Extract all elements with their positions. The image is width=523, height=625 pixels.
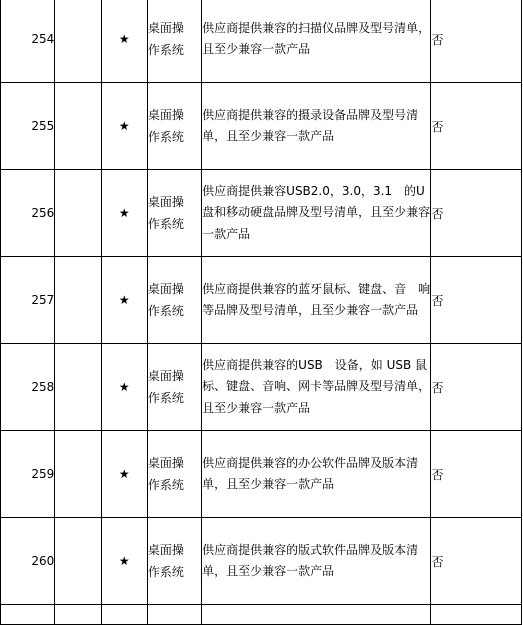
table-row: [1, 0, 522, 83]
category-line: 作系统: [147, 217, 184, 231]
requirement-text: 供应商提供兼容的蓝牙鼠标、键盘、音 响等品牌及型号清单，且至少兼容一款产品: [202, 257, 431, 344]
empty-cell: [55, 605, 101, 625]
empty-cell: [55, 170, 101, 257]
star-mark: ★: [101, 344, 147, 431]
empty-cell: [55, 518, 101, 605]
star-mark: ★: [101, 83, 147, 170]
row-number: 255: [1, 83, 55, 170]
category-cell: [147, 257, 201, 344]
row-number: 254: [1, 0, 55, 83]
empty-cell: [55, 83, 101, 170]
empty-cell: [55, 431, 101, 518]
category-line: 作系统: [147, 391, 184, 405]
star-mark: ★: [101, 0, 147, 83]
category-line: 桌面操: [147, 543, 184, 557]
category-cell: [147, 170, 201, 257]
category-line: 作系统: [147, 565, 184, 579]
category-cell: [147, 0, 201, 83]
empty-cell: [147, 605, 201, 625]
table-row: [1, 518, 522, 605]
empty-cell: [431, 605, 522, 625]
category-line: 作系统: [147, 43, 184, 57]
empty-cell: [55, 257, 101, 344]
requirement-text: 供应商提供兼容的办公软件品牌及版本清单，且至少兼容一款产品: [202, 431, 431, 518]
category-line: 桌面操: [147, 108, 184, 122]
category-line: 桌面操: [147, 282, 184, 296]
response-cell: 否: [431, 170, 522, 257]
row-number: 256: [1, 170, 55, 257]
star-mark: ★: [101, 518, 147, 605]
category-line: 桌面操: [147, 369, 184, 383]
row-number: [1, 605, 55, 625]
star-mark: ★: [101, 170, 147, 257]
response-cell: 否: [431, 344, 522, 431]
table-row: [1, 257, 522, 344]
requirement-text: 供应商提供兼容的扫描仪品牌及型号清单，且至少兼容一款产品: [202, 0, 431, 83]
row-number: 257: [1, 257, 55, 344]
star-mark: ★: [101, 431, 147, 518]
category-line: 桌面操: [147, 456, 184, 470]
category-line: 桌面操: [147, 21, 184, 35]
response-cell: 否: [431, 83, 522, 170]
table-row: [1, 344, 522, 431]
category-line: 作系统: [147, 478, 184, 492]
category-line: 桌面操: [147, 195, 184, 209]
star-mark: ★: [101, 257, 147, 344]
empty-cell: [55, 344, 101, 431]
category-cell: [147, 83, 201, 170]
requirement-text: 供应商提供兼容USB2.0，3.0，3.1 的U盘和移动硬盘品牌及型号清单，且至少兼容一款产品: [202, 170, 431, 257]
row-number: 258: [1, 344, 55, 431]
response-cell: 否: [431, 257, 522, 344]
requirement-text: 供应商提供兼容的摄录设备品牌及型号清单，且至少兼容一款产品: [202, 83, 431, 170]
table-row: [1, 431, 522, 518]
category-line: 作系统: [147, 304, 184, 318]
response-cell: 否: [431, 431, 522, 518]
row-number: 259: [1, 431, 55, 518]
table-row: [1, 170, 522, 257]
table-row: [1, 83, 522, 170]
category-cell: [147, 431, 201, 518]
empty-cell: [101, 605, 147, 625]
row-number: 260: [1, 518, 55, 605]
empty-cell: [55, 0, 101, 83]
category-cell: [147, 518, 201, 605]
category-line: 作系统: [147, 130, 184, 144]
requirement-text: 供应商提供兼容的版式软件品牌及版本清单，且至少兼容一款产品: [202, 518, 431, 605]
requirement-text: 供应商提供兼容的USB 设备，如 USB 鼠标、键盘、音响、网卡等品牌及型号清单，且至少兼容一款产品: [202, 344, 431, 431]
response-cell: 否: [431, 518, 522, 605]
table-row-partial: [1, 605, 522, 625]
category-cell: [147, 344, 201, 431]
response-cell: 否: [431, 0, 522, 83]
empty-cell: [202, 605, 431, 625]
